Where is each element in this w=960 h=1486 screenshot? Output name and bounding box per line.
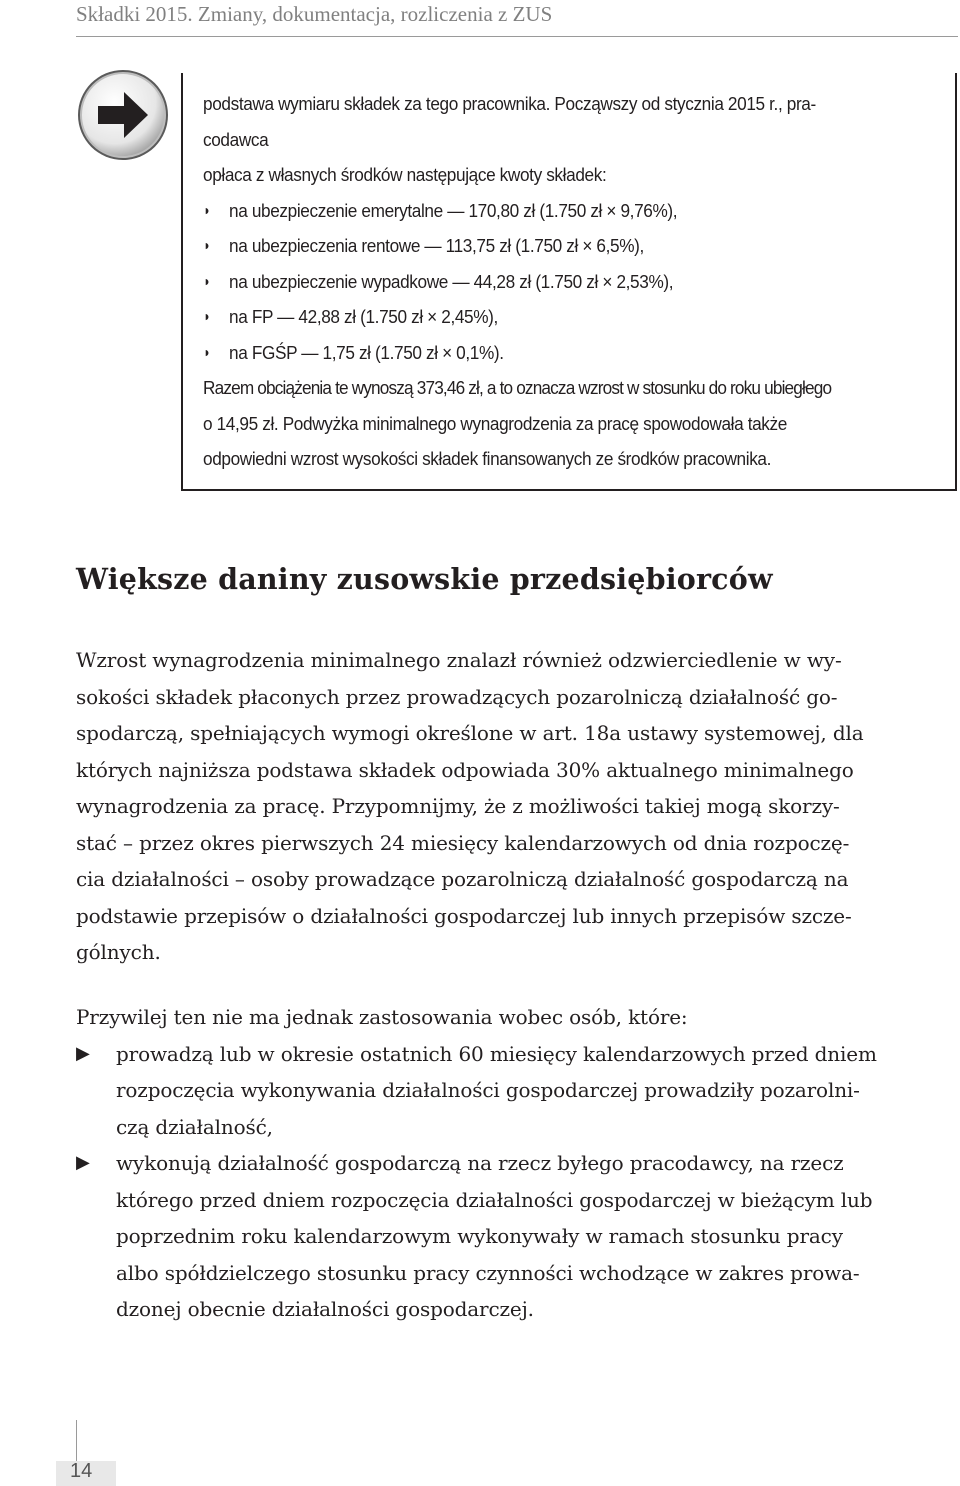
paragraph-line: sokości składek płaconych przez prowadzących pozarolniczą działalność go- — [76, 684, 838, 709]
section-heading: Większe daniny zusowskie przedsiębiorców — [76, 562, 773, 596]
list-item-line: rozpoczęcia wykonywania działalności gospodarczej prowadziły pozarolni- — [116, 1078, 860, 1102]
contribution-calc: (1.750 zł × 2,53%), — [535, 270, 674, 292]
bullet-list — [76, 1036, 956, 1328]
paragraph-line: stać – przez okres pierwszych 24 miesięcy kalendarzowych od dnia rozpoczę- — [76, 830, 850, 855]
contribution-item — [203, 193, 896, 229]
list-item-line: wykonują działalność gospodarczą na rzecz byłego pracodawcy, na rzecz — [116, 1151, 844, 1175]
box-intro-line: codawca — [203, 128, 269, 150]
contribution-label: na ubezpieczenie emerytalne — 170,80 zł — [229, 199, 535, 221]
header-rule — [76, 36, 958, 37]
paragraph-line: podstawie przepisów o działalności gospodarczej lub innych przepisów szcze- — [76, 903, 852, 928]
paragraph-line: cia działalności – osoby prowadzące pozarolniczą działalność gospodarczą na — [76, 867, 849, 891]
contribution-label: na ubezpieczenie wypadkowe — 44,28 zł — [229, 270, 531, 292]
contribution-item — [203, 228, 896, 264]
paragraph-line: gólnych. — [76, 940, 161, 964]
box-intro-line: podstawa wymiaru składek za tego pracownika. Począwszy od stycznia 2015 r., pra- — [203, 93, 816, 114]
list-item-line: czą działalność, — [116, 1114, 273, 1139]
paragraph-line: których najniższa podstawa składek odpowiada 30% aktualnego minimalnego — [76, 757, 854, 782]
box-summary-line: odpowiedni wzrost wysokości składek finansowanych ze środków pracownika. — [203, 448, 772, 469]
box-intro-line: opłaca z własnych środków następujące kwoty składek: — [203, 164, 607, 185]
list-item-line: poprzednim roku kalendarzowym wykonywały w ramach stosunku pracy — [116, 1224, 843, 1248]
page-number: 14 — [70, 1460, 93, 1482]
contribution-calc: (1.750 zł × 2,45%), — [360, 306, 498, 327]
half-circle-bullet-icon: ◗ — [203, 272, 211, 289]
contribution-label: na FGŚP — 1,75 zł — [229, 341, 371, 363]
triangle-bullet-icon: ▶ — [76, 1152, 90, 1173]
paragraph-line: wynagrodzenia za pracę. Przypomnijmy, że z możliwości takiej mogą skorzy- — [76, 794, 840, 818]
half-circle-bullet-icon: ◗ — [203, 308, 211, 324]
paragraph-line: Wzrost wynagrodzenia minimalnego znalazł również odzwierciedlenie w wy- — [76, 648, 842, 672]
half-circle-bullet-icon: ◗ — [203, 237, 211, 253]
contribution-calc: (1.750 zł × 9,76%), — [539, 199, 678, 221]
paragraph-line: spodarczą, spełniających wymogi określone w art. 18a ustawy systemowej, dla — [76, 721, 864, 745]
box-content — [203, 86, 896, 477]
list-item-line: dzonej obecnie działalności gospodarczej. — [116, 1297, 534, 1321]
contribution-calc: (1.750 zł × 6,5%), — [515, 235, 644, 256]
triangle-bullet-icon: ▶ — [76, 1042, 90, 1064]
list-item — [76, 1145, 956, 1328]
half-circle-bullet-icon: ◗ — [203, 201, 211, 218]
contribution-calc: (1.750 zł × 0,1%). — [375, 341, 504, 363]
list-item — [76, 1036, 956, 1146]
body-paragraph — [76, 642, 956, 971]
list-item-line: prowadzą lub w okresie ostatnich 60 miesięcy kalendarzowych przed dniem — [116, 1041, 877, 1066]
contribution-item — [203, 264, 896, 300]
contribution-label: na FP — 42,88 zł — [229, 306, 356, 327]
box-summary-line: Razem obciążenia te wynoszą 373,46 zł, a to oznacza wzrost w stosunku do roku ubiegłego — [203, 377, 832, 398]
body-paragraph — [76, 999, 956, 1328]
list-item-line: którego przed dniem rozpoczęcia działalności gospodarczej w bieżącym lub — [116, 1187, 873, 1212]
list-item-line: albo spółdzielczego stosunku pracy czynności wchodzące w zakres prowa- — [116, 1260, 860, 1285]
box-summary-line: o 14,95 zł. Podwyżka minimalnego wynagrodzenia za pracę spowodowała także — [203, 412, 787, 434]
contribution-label: na ubezpieczenia rentowe — 113,75 zł — [229, 235, 511, 256]
contribution-item — [203, 335, 896, 371]
running-header: Składki 2015. Zmiany, dokumentacja, rozliczenia z ZUS — [76, 2, 553, 26]
half-circle-bullet-icon: ◗ — [203, 343, 211, 360]
contribution-item — [203, 299, 896, 335]
list-intro: Przywilej ten nie ma jednak zastosowania wobec osób, które: — [76, 1005, 688, 1029]
arrow-right-icon — [76, 68, 170, 162]
